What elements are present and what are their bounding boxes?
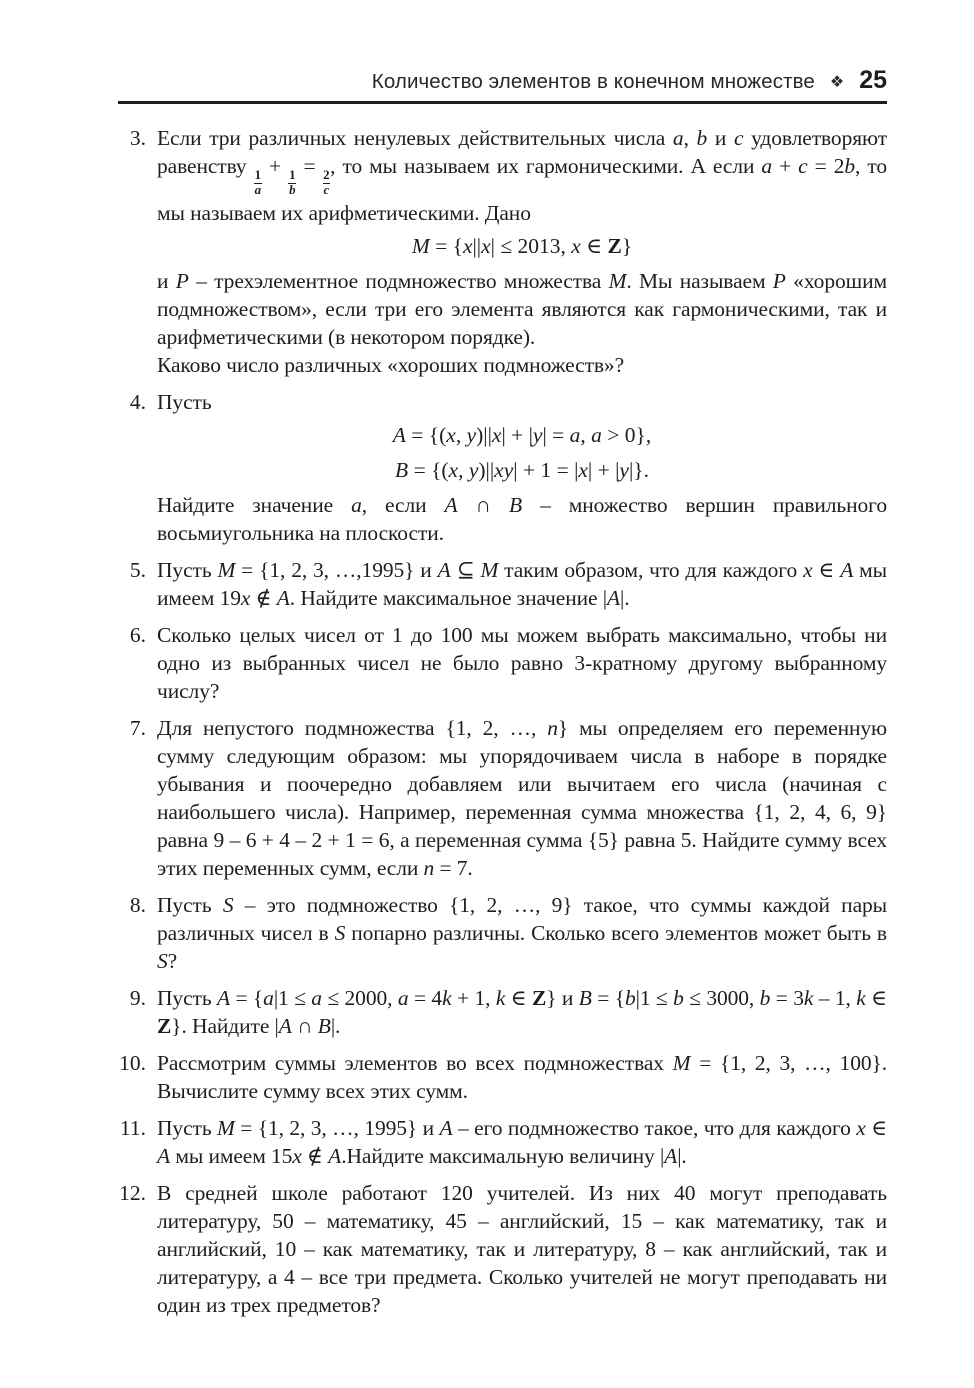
problem-number: 12. (119, 1180, 146, 1205)
text-run: = {1, 2, 3, …, 100}. Вычислите сумму всех этих сумм. (157, 1050, 888, 1103)
running-title: Количество элементов в конечном множестве (371, 70, 815, 93)
problem-body (157, 1114, 887, 1170)
problem-body (157, 714, 887, 882)
fraction: $\frac{2}{c}$ (323, 168, 330, 198)
text-run: A (276, 585, 290, 610)
text-run: мы имеем 15 (170, 1143, 293, 1168)
text-run: k (803, 985, 814, 1010)
formula (157, 421, 887, 449)
text-run: |. (620, 585, 630, 610)
paragraph (157, 714, 887, 882)
text-run: a (761, 154, 773, 178)
text-run: Для непустого подмножества {1, 2, …, (157, 715, 548, 740)
text-run: M (672, 1050, 691, 1075)
text-run: Пусть (157, 892, 223, 917)
text-run: A (328, 1143, 342, 1168)
text-run: – трехэлементное подмножество множества (188, 268, 609, 293)
text-run: = 2 (807, 154, 845, 178)
problem-body (157, 1179, 887, 1319)
text-run: M (217, 1115, 235, 1140)
text-run: ∩ (291, 1013, 318, 1038)
text-run: | = (542, 422, 570, 447)
text-run: , то мы называем их гармоническими. А если (330, 154, 762, 178)
text-run: b (673, 985, 684, 1010)
text-run: = 4 (408, 985, 443, 1010)
text-run: = (296, 154, 323, 178)
fraction: $\frac{1}{a}$ (254, 168, 261, 198)
text-run: a (672, 126, 684, 150)
text-run: и (157, 268, 176, 293)
text-run: c (798, 154, 808, 178)
problem-4 (0, 388, 974, 547)
text-run: A (439, 1115, 453, 1140)
text-run: = 7. (434, 855, 473, 880)
text-run: )|| (476, 422, 492, 447)
text-run: – множество вершин правильного восьмиугольника на плоскости. (157, 492, 888, 545)
text-run: , то мы называем их арифметическими. Дано (157, 154, 887, 225)
text-run: «хорошим подмножеством», если три его элемента являются как гармоническими, так и арифметическими (в некотором порядке). (157, 268, 887, 349)
text-run: ∈ (812, 557, 841, 582)
text-run: |. (330, 1013, 341, 1038)
problem-number: 7. (129, 715, 146, 740)
paragraph (157, 267, 887, 351)
text-run: Пусть (157, 389, 212, 414)
text-run: Рассмотрим суммы элементов во всех подмножествах (157, 1050, 673, 1075)
text-run: ∩ (457, 492, 510, 517)
text-run: – 1, (813, 985, 857, 1010)
text-run: | + 1 = | (513, 457, 579, 482)
text-run: В средней школе работают 120 учителей. Из них 40 могут преподавать литературу, 50 – математику, 45 – английский, 15 – как математику, так и английский, 10 – как математику, так и литературу, 8 – как английский, так и литературу, а 4 – все три предмета. Сколько учителей не могут преподавать ни один из трех предметов? (157, 1180, 887, 1317)
problem-body (157, 984, 887, 1040)
text-run: x (462, 233, 473, 258)
text-run: x (448, 457, 459, 482)
problem-body (157, 891, 887, 975)
text-run: M (480, 557, 499, 582)
problem-12 (0, 1179, 974, 1319)
text-run: M (608, 268, 627, 293)
text-run: Сколько целых чисел от 1 до 100 мы можем выбрать максимально, чтобы ни одно из выбранных чисел не было равно 3-кратному другому выбранному числу? (157, 622, 887, 703)
text-run: > 0}, (601, 422, 652, 447)
paragraph (157, 1049, 887, 1105)
paragraph (157, 124, 887, 227)
text-run: A (278, 1013, 292, 1038)
problem-5 (0, 556, 974, 612)
text-run: A (392, 422, 406, 447)
text-run: y (619, 457, 629, 482)
text-run: , (458, 457, 469, 482)
text-run: M (411, 233, 430, 258)
text-run: A (606, 585, 620, 610)
text-run: = 3 (770, 985, 804, 1010)
text-run: x (578, 457, 588, 482)
text-run: и (707, 126, 734, 150)
problem-body (157, 1049, 887, 1105)
text-run: | + | (587, 457, 620, 482)
text-run: + (261, 154, 289, 178)
text-run: B (317, 1013, 331, 1038)
text-run: + 1, (451, 985, 496, 1010)
text-run: Пусть (157, 557, 218, 582)
text-run: = {1, 2, 3, …, 1995} и (234, 1115, 440, 1140)
formula (157, 232, 887, 260)
text-run: | + | (501, 422, 533, 447)
problem-number: 10. (119, 1050, 146, 1075)
text-run: } и (546, 985, 579, 1010)
problem-body (157, 556, 887, 612)
text-run: ≤ 3000, (683, 985, 760, 1010)
text-run: n (423, 855, 435, 880)
text-run: , (455, 422, 467, 447)
text-run: A (437, 557, 451, 582)
problem-number: 5. (129, 557, 146, 582)
text-run: a (569, 422, 581, 447)
text-run: M (217, 557, 236, 582)
text-run: y (466, 422, 477, 447)
text-run: )|| (478, 457, 495, 482)
text-run: }. Найдите | (171, 1013, 279, 1038)
problem-3 (0, 124, 974, 379)
text-run: } (621, 233, 633, 258)
text-run: Пусть (157, 1115, 217, 1140)
text-run: B (509, 492, 523, 517)
text-run: ∉ (250, 585, 277, 610)
paragraph (157, 621, 887, 705)
text-run: Z (157, 1013, 172, 1038)
problem-8 (0, 891, 974, 975)
paragraph (157, 1179, 887, 1319)
text-run: P (772, 268, 786, 293)
text-run: S (222, 892, 234, 917)
text-run: A (664, 1143, 678, 1168)
diamond-ornament-icon: ❖ (829, 74, 845, 91)
text-run: , если (361, 492, 445, 517)
text-run: |1 ≤ (635, 985, 674, 1010)
text-run: P (175, 268, 189, 293)
text-run: |}. (628, 457, 649, 482)
problem-number: 4. (129, 389, 146, 414)
text-run: y (532, 422, 543, 447)
problem-10 (0, 1049, 974, 1105)
text-run: |. (677, 1143, 687, 1168)
text-run: b (624, 985, 636, 1010)
text-run: A (444, 492, 458, 517)
text-run: b (696, 126, 708, 150)
problem-number: 3. (129, 126, 146, 150)
text-run: = {( (405, 422, 447, 447)
text-run: ≤ 2000, (321, 985, 398, 1010)
text-run: = { (591, 985, 625, 1010)
text-run: x (240, 585, 251, 610)
text-run: b (759, 985, 771, 1010)
text-run: Пусть (157, 985, 217, 1010)
paragraph (157, 351, 887, 379)
text-run: .Найдите максимальную величину | (341, 1143, 665, 1168)
text-run: x (803, 557, 813, 582)
text-run: ∈ (580, 233, 608, 258)
paragraph (157, 891, 887, 975)
problem-number: 11. (119, 1115, 146, 1140)
text-run: || (472, 233, 482, 258)
running-head (118, 66, 887, 95)
text-run: Каково число различных «хороших подмножеств»? (157, 352, 625, 377)
text-run: . Мы называем (626, 268, 773, 293)
text-run: Z (532, 985, 547, 1010)
text-run: x (571, 233, 581, 258)
problem-number: 9. (129, 985, 146, 1010)
formula (157, 456, 887, 484)
text-run: Найдите значение (157, 492, 352, 517)
text-run: xy (494, 457, 514, 482)
paragraph (157, 1114, 887, 1170)
page-number: 25 (859, 66, 887, 94)
text-run: A (216, 985, 231, 1010)
text-run: ⊆ (450, 557, 481, 582)
text-run: = {( (408, 457, 449, 482)
problems (0, 124, 974, 1319)
text-run: a (591, 422, 602, 447)
header-rule (118, 101, 887, 104)
problem-number: 6. (129, 622, 146, 647)
problem-body (157, 388, 887, 547)
text-run: таким образом, что для каждого (498, 557, 804, 582)
text-run: удовлетворяют равенству (157, 126, 887, 178)
text-run: x (481, 233, 491, 258)
text-run: k (495, 985, 506, 1010)
text-run: = {1, 2, 3, …,1995} и (235, 557, 438, 582)
text-run: n (547, 715, 558, 740)
paragraph (157, 556, 887, 612)
text-run: A (157, 1143, 171, 1168)
text-run: y (468, 457, 479, 482)
text-run: = { (429, 233, 463, 258)
fraction: $\frac{1}{b}$ (289, 168, 296, 198)
text-run: = { (230, 985, 264, 1010)
text-run: a (263, 985, 274, 1010)
problem-7 (0, 714, 974, 882)
page-header (118, 66, 887, 104)
text-run: ∈ (865, 985, 887, 1010)
problem-6 (0, 621, 974, 705)
text-run: , (580, 422, 592, 447)
text-run: x (491, 422, 502, 447)
text-run: попарно различны. Сколько всего элементов может быть в (345, 920, 887, 945)
text-run: a (311, 985, 322, 1010)
text-run: ∈ (505, 985, 532, 1010)
problem-9 (0, 984, 974, 1040)
text-run: . Найдите максимальное значение | (289, 585, 607, 610)
text-run: B (395, 457, 409, 482)
text-run: x (856, 1115, 866, 1140)
text-run: a (397, 985, 409, 1010)
text-run: Z (607, 233, 622, 258)
text-run: A (840, 557, 854, 582)
text-run: – это подмножество {1, 2, …, 9} такое, что суммы каждой пары различных чисел в (157, 892, 888, 945)
text-run: ∈ (865, 1115, 888, 1140)
text-run: мы имеем 19 (157, 557, 888, 610)
text-run: + (772, 154, 799, 178)
text-run: ? (167, 948, 178, 973)
text-run: k (856, 985, 866, 1010)
text-run: b (844, 154, 856, 178)
text-run: | ≤ 2013, (490, 233, 572, 258)
paragraph (157, 491, 887, 547)
text-run: } мы определяем его переменную сумму следующим образом: мы упорядочиваем числа в наборе в порядке убывания и поочередно добавляем или вычитаем его числа (начиная с наибольшего числа). Например, переменная сумма множества {1, 2, 4, 6, 9} равна 9 – 6 + 4 – 2 + 1 = 6, а переменная сумма {5} равна 5. Найдите сумму всех этих переменных сумм, если (157, 715, 888, 880)
text-run: ∉ (301, 1143, 329, 1168)
problem-body (157, 621, 887, 705)
text-run: – его подмножество такое, что для каждого (452, 1115, 857, 1140)
text-run: k (442, 985, 452, 1010)
problem-body (157, 124, 887, 379)
paragraph (157, 984, 887, 1040)
text-run: c (733, 126, 744, 150)
paragraph (157, 388, 887, 416)
text-run: , (683, 126, 697, 150)
problem-number: 8. (129, 892, 146, 917)
text-run: S (157, 948, 168, 973)
text-run: |1 ≤ (273, 985, 312, 1010)
text-run: x (292, 1143, 302, 1168)
text-run: B (578, 985, 592, 1010)
text-run: x (446, 422, 456, 447)
text-run: S (334, 920, 346, 945)
text-run: a (351, 492, 362, 517)
text-run: Если три различных ненулевых действительных числа (157, 126, 673, 150)
problem-11 (0, 1114, 974, 1170)
